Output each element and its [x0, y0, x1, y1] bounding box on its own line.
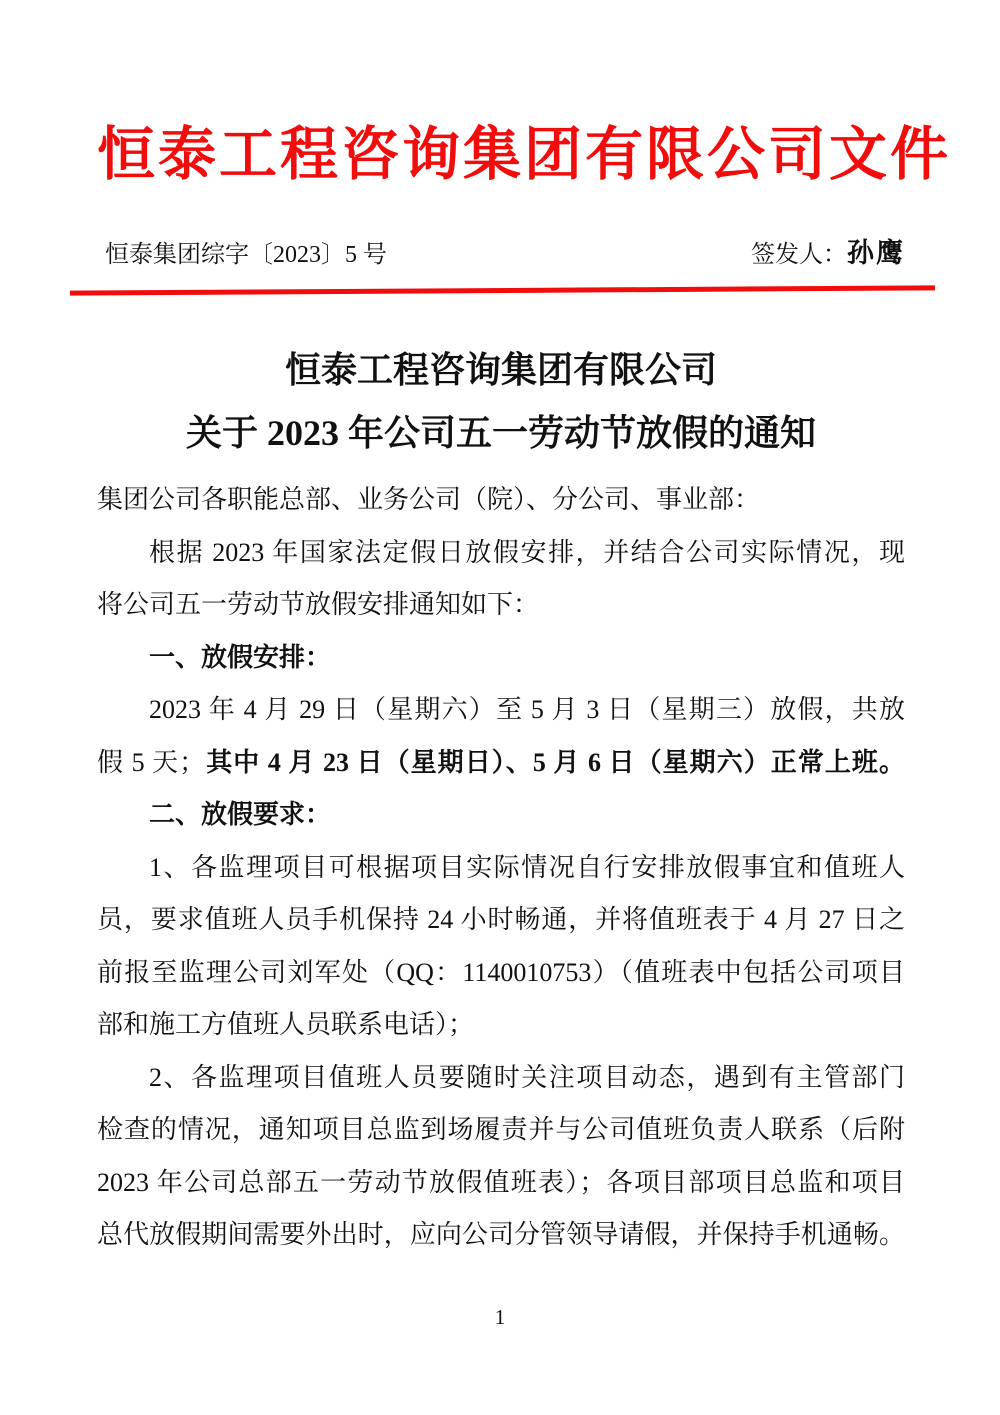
- issuer-name: 孙鹰: [847, 238, 905, 268]
- body-line: 前报至监理公司刘军处（QQ：1140010753）（值班表中包括公司项目: [97, 957, 905, 987]
- body-line: 员，要求值班人员手机保持 24 小时畅通，并将值班表于 4 月 27 日之: [97, 905, 905, 934]
- body-line: 1、各监理项目可根据项目实际情况自行安排放假事宜和值班人: [149, 852, 905, 882]
- body-line-normal-part: 假 5 天；: [97, 747, 206, 777]
- issuer-label: 签发人：: [751, 242, 847, 268]
- body-line: 总代放假期间需要外出时，应向公司分管领导请假，并保持手机通畅。: [97, 1220, 905, 1249]
- page-number: 1: [494, 1305, 506, 1329]
- body-line: 2023 年公司总部五一劳动节放假值班表）；各项目部项目总监和项目: [97, 1167, 905, 1197]
- doc-number: 恒泰集团综字〔2023〕5 号: [105, 242, 387, 268]
- body-line: 根据 2023 年国家法定假日放假安排，并结合公司实际情况，现: [149, 537, 905, 567]
- notice-body: [97, 474, 905, 1262]
- notice-title-line2: 关于 2023 年公司五一劳动节放假的通知: [185, 413, 816, 453]
- document-meta-row: [97, 236, 905, 272]
- section-heading-2: 二、放假要求：: [149, 800, 332, 829]
- body-line: 检查的情况，通知项目总监到场履责并与公司值班负责人联系（后附: [97, 1115, 905, 1144]
- issuer: [751, 236, 905, 272]
- body-line: 2、各监理项目值班人员要随时关注项目动态，遇到有主管部门: [149, 1062, 905, 1092]
- body-line: 部和施工方值班人员联系电话）；: [97, 1010, 475, 1039]
- notice-title-line1: 恒泰工程咨询集团有限公司: [284, 350, 717, 390]
- body-line: [97, 737, 905, 790]
- body-line: 2023 年 4 月 29 日（星期六）至 5 月 3 日（星期三）放假，共放: [149, 695, 905, 724]
- red-divider-line: [70, 285, 935, 295]
- section-heading-1: 一、放假安排：: [149, 642, 332, 672]
- notice-title: [97, 339, 905, 465]
- masthead-title: 恒泰工程咨询集团有限公司文件: [97, 122, 952, 187]
- body-line-bold-part: 其中 4 月 23 日（星期日）、5 月 6 日（星期六）正常上班。: [205, 747, 905, 777]
- salutation-line: 集团公司各职能总部、业务公司（院）、分公司、事业部：: [97, 485, 761, 514]
- body-line: 将公司五一劳动节放假安排通知如下：: [97, 590, 540, 619]
